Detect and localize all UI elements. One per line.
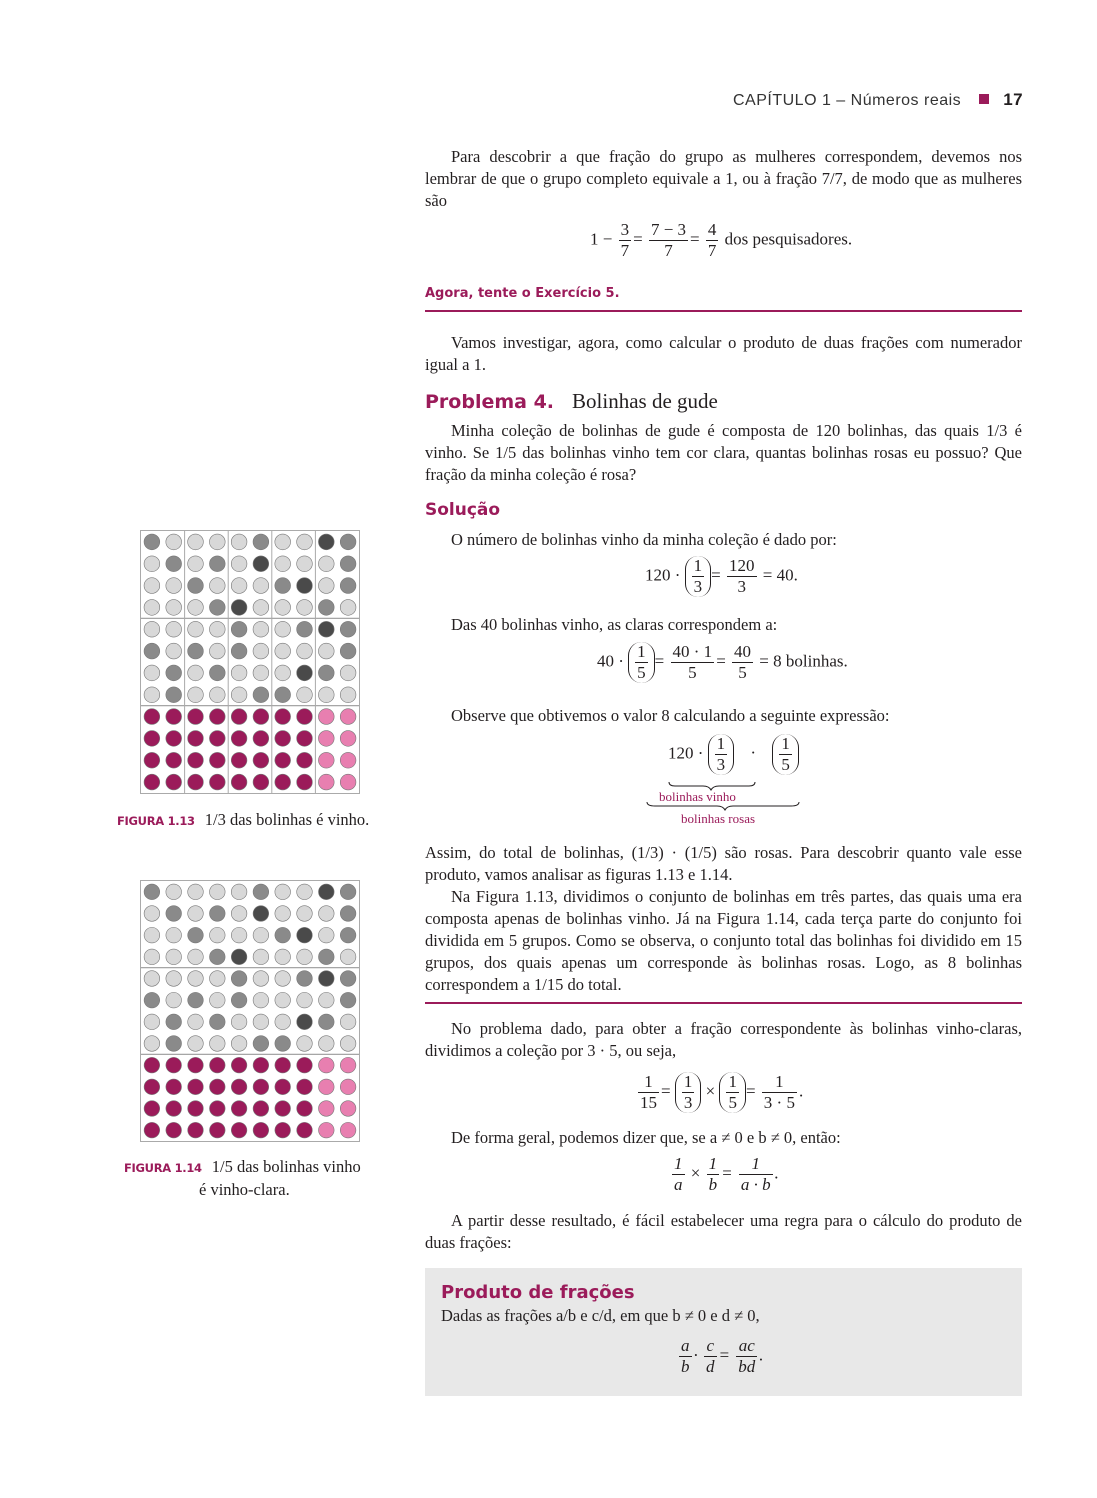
marble-icon bbox=[231, 665, 247, 681]
marble-icon bbox=[297, 1014, 313, 1030]
marble-icon bbox=[275, 752, 291, 768]
marble-icon bbox=[340, 752, 356, 768]
marble-icon bbox=[166, 992, 182, 1008]
marble-icon bbox=[231, 949, 247, 965]
marble-icon bbox=[188, 971, 204, 987]
marble-icon bbox=[144, 971, 160, 987]
marble-icon bbox=[253, 1101, 269, 1117]
equation-one-fifteenth: $\frac{1}{15}$ = $\frac{1}{3}$ × $\frac{1}{5}$ = $\frac{1}{3 \cdot 5}$ . bbox=[640, 1072, 804, 1112]
marble-icon bbox=[231, 556, 247, 572]
solution-step-1: O número de bolinhas vinho da minha coleção é dado por: bbox=[451, 530, 837, 549]
marble-icon bbox=[231, 1057, 247, 1073]
equation-wine-count: 120 · $\frac{1}{3}$ = $\frac{120}{3}$ = 40. bbox=[645, 556, 798, 596]
paragraph-rule: A partir desse resultado, é fácil estabelecer uma regra para o cálculo do produto de duas frações: bbox=[425, 1211, 1022, 1252]
marble-icon bbox=[318, 556, 334, 572]
marble-icon bbox=[340, 534, 356, 550]
marble-icon bbox=[166, 600, 182, 616]
marble-icon bbox=[209, 643, 225, 659]
marble-icon bbox=[210, 992, 226, 1008]
marble-icon bbox=[319, 971, 335, 987]
marble-icon bbox=[275, 665, 291, 681]
marble-icon bbox=[210, 1079, 226, 1095]
marble-icon bbox=[210, 1036, 226, 1052]
marble-icon bbox=[188, 687, 204, 703]
marble-icon bbox=[319, 1057, 335, 1073]
marble-icon bbox=[231, 906, 247, 922]
paragraph-product: No problema dado, para obter a fração correspondente às bolinhas vinho-claras, dividimos a coleção por 3 · 5, ou seja, bbox=[425, 1019, 1022, 1060]
marble-icon bbox=[166, 949, 182, 965]
marble-icon bbox=[166, 731, 182, 747]
marble-icon bbox=[253, 643, 269, 659]
marble-icon bbox=[144, 621, 160, 637]
marble-icon bbox=[275, 774, 291, 790]
marble-icon bbox=[275, 643, 291, 659]
marble-icon bbox=[253, 1122, 269, 1138]
marble-icon bbox=[231, 884, 247, 900]
marble-icon bbox=[210, 1101, 226, 1117]
marble-icon bbox=[209, 709, 225, 725]
marble-icon bbox=[275, 1122, 291, 1138]
marble-icon bbox=[318, 752, 334, 768]
marble-icon bbox=[231, 1036, 247, 1052]
marble-icon bbox=[253, 1057, 269, 1073]
marble-icon bbox=[188, 621, 204, 637]
box-text: Dadas as frações a/b e c/d, em que b ≠ 0 e d ≠ 0, bbox=[441, 1306, 760, 1325]
marble-icon bbox=[340, 665, 356, 681]
marble-icon bbox=[210, 949, 226, 965]
marble-icon bbox=[340, 884, 356, 900]
marble-icon bbox=[144, 1057, 160, 1073]
marble-icon bbox=[297, 556, 313, 572]
marble-icon bbox=[166, 1079, 182, 1095]
brace-label-wine: bolinhas vinho bbox=[659, 789, 736, 804]
marble-icon bbox=[319, 884, 335, 900]
marble-icon bbox=[231, 992, 247, 1008]
paragraph-general: De forma geral, podemos dizer que, se a ≠ 0 e b ≠ 0, então: bbox=[451, 1128, 841, 1147]
marble-icon bbox=[253, 906, 269, 922]
marble-icon bbox=[166, 1122, 182, 1138]
marble-icon bbox=[231, 687, 247, 703]
marble-icon bbox=[297, 949, 313, 965]
marble-icon bbox=[231, 927, 247, 943]
marble-icon bbox=[318, 731, 334, 747]
marble-icon bbox=[166, 774, 182, 790]
marble-icon bbox=[297, 600, 313, 616]
marble-icon bbox=[210, 971, 226, 987]
divider-rule bbox=[425, 310, 1022, 312]
marble-icon bbox=[166, 621, 182, 637]
marble-icon bbox=[188, 1101, 204, 1117]
marble-icon bbox=[209, 534, 225, 550]
marble-icon bbox=[231, 752, 247, 768]
marble-icon bbox=[253, 534, 269, 550]
marble-icon bbox=[209, 687, 225, 703]
marble-icon bbox=[144, 1014, 160, 1030]
marble-icon bbox=[144, 1036, 160, 1052]
marble-icon bbox=[275, 949, 291, 965]
marble-icon bbox=[340, 578, 356, 594]
marble-icon bbox=[340, 556, 356, 572]
marble-icon bbox=[188, 1014, 204, 1030]
marble-icon bbox=[188, 752, 204, 768]
marble-icon bbox=[166, 1101, 182, 1117]
marble-icon bbox=[340, 1101, 356, 1117]
marble-icon bbox=[297, 1057, 313, 1073]
marble-icon bbox=[340, 621, 356, 637]
marble-icon bbox=[340, 949, 356, 965]
marble-icon bbox=[319, 1079, 335, 1095]
marble-icon bbox=[297, 752, 313, 768]
marble-icon bbox=[297, 687, 313, 703]
problem-heading bbox=[425, 389, 718, 414]
marble-icon bbox=[144, 752, 160, 768]
marble-icon bbox=[340, 643, 356, 659]
marble-icon bbox=[275, 709, 291, 725]
marble-icon bbox=[297, 971, 313, 987]
marble-icon bbox=[144, 992, 160, 1008]
marble-icon bbox=[318, 621, 334, 637]
marble-icon bbox=[275, 1014, 291, 1030]
marble-icon bbox=[275, 884, 291, 900]
marble-icon bbox=[188, 578, 204, 594]
marbles-grid-1-13 bbox=[141, 531, 359, 793]
marble-icon bbox=[231, 1101, 247, 1117]
solution-heading: Solução bbox=[425, 500, 501, 520]
marble-icon bbox=[319, 949, 335, 965]
marble-icon bbox=[231, 1079, 247, 1095]
marble-icon bbox=[318, 600, 334, 616]
brace-label-pink: bolinhas rosas bbox=[681, 811, 756, 826]
caption-figure-1-14-line2: é vinho-clara. bbox=[199, 1180, 290, 1199]
marble-icon bbox=[188, 731, 204, 747]
marble-icon bbox=[297, 621, 313, 637]
caption-figure-1-13: FIGURA 1.13 1/3 das bolinhas é vinho. bbox=[117, 810, 370, 829]
marble-icon bbox=[144, 534, 160, 550]
marble-icon bbox=[297, 578, 313, 594]
marble-icon bbox=[318, 774, 334, 790]
marble-icon bbox=[231, 621, 247, 637]
marble-icon bbox=[318, 709, 334, 725]
marble-icon bbox=[253, 1014, 269, 1030]
paragraph-intro: Para descobrir a que fração do grupo as mulheres correspondem, devemos nos lembrar de que o grupo completo equivale a 1, ou à fração 7/7, de modo que as mulheres são bbox=[425, 147, 1022, 210]
divider-rule-2 bbox=[425, 1002, 1022, 1004]
marble-icon bbox=[144, 731, 160, 747]
marble-icon bbox=[297, 906, 313, 922]
marble-icon bbox=[231, 643, 247, 659]
figure-1-13 bbox=[140, 530, 360, 794]
marble-icon bbox=[253, 949, 269, 965]
marble-icon bbox=[144, 556, 160, 572]
marble-icon bbox=[253, 1079, 269, 1095]
marble-icon bbox=[188, 992, 204, 1008]
solution-step-3: Observe que obtivemos o valor 8 calculando a seguinte expressão: bbox=[451, 706, 890, 725]
marble-icon bbox=[166, 665, 182, 681]
marble-icon bbox=[253, 927, 269, 943]
exercise-prompt: Agora, tente o Exercício 5. bbox=[425, 286, 620, 301]
marble-icon bbox=[318, 643, 334, 659]
marble-icon bbox=[144, 709, 160, 725]
marble-icon bbox=[275, 927, 291, 943]
marble-icon bbox=[297, 665, 313, 681]
marble-icon bbox=[188, 1122, 204, 1138]
marble-icon bbox=[340, 774, 356, 790]
marble-icon bbox=[166, 927, 182, 943]
chapter-title: CAPÍTULO 1 – Números reais bbox=[733, 92, 962, 109]
marble-icon bbox=[275, 1079, 291, 1095]
marble-icon bbox=[209, 731, 225, 747]
marble-icon bbox=[209, 752, 225, 768]
marble-icon bbox=[340, 992, 356, 1008]
marble-icon bbox=[297, 534, 313, 550]
marble-icon bbox=[340, 600, 356, 616]
marble-icon bbox=[297, 1036, 313, 1052]
marble-icon bbox=[297, 774, 313, 790]
marble-icon bbox=[340, 906, 356, 922]
page-number: 17 bbox=[1003, 90, 1024, 109]
marble-icon bbox=[253, 884, 269, 900]
marble-icon bbox=[144, 687, 160, 703]
marble-icon bbox=[166, 971, 182, 987]
marble-icon bbox=[188, 949, 204, 965]
marble-icon bbox=[275, 556, 291, 572]
marble-icon bbox=[340, 731, 356, 747]
marble-icon bbox=[253, 752, 269, 768]
marble-icon bbox=[209, 774, 225, 790]
marble-icon bbox=[253, 774, 269, 790]
problem-title: Bolinhas de gude bbox=[572, 389, 718, 413]
marble-icon bbox=[340, 971, 356, 987]
marble-icon bbox=[231, 600, 247, 616]
running-header bbox=[733, 90, 1023, 110]
marble-icon bbox=[340, 1036, 356, 1052]
marble-icon bbox=[144, 906, 160, 922]
marble-icon bbox=[319, 992, 335, 1008]
figure-1-14 bbox=[140, 880, 360, 1142]
marble-icon bbox=[340, 687, 356, 703]
marble-icon bbox=[231, 1122, 247, 1138]
marble-icon bbox=[210, 1057, 226, 1073]
marble-icon bbox=[210, 1122, 226, 1138]
marble-icon bbox=[231, 774, 247, 790]
marble-icon bbox=[166, 578, 182, 594]
marble-icon bbox=[166, 906, 182, 922]
marble-icon bbox=[275, 1101, 291, 1117]
marble-icon bbox=[209, 600, 225, 616]
marble-icon bbox=[253, 687, 269, 703]
marble-icon bbox=[166, 1014, 182, 1030]
marble-icon bbox=[166, 1036, 182, 1052]
marble-icon bbox=[166, 752, 182, 768]
marble-icon bbox=[144, 774, 160, 790]
marble-icon bbox=[144, 949, 160, 965]
marble-icon bbox=[297, 1079, 313, 1095]
marble-icon bbox=[188, 1036, 204, 1052]
solution-step-2: Das 40 bolinhas vinho, as claras correspondem a: bbox=[451, 615, 778, 634]
marble-icon bbox=[340, 1122, 356, 1138]
equation-expression: 120 · $\frac{1}{3}$ · $\frac{1}{5}$ bbox=[668, 734, 799, 775]
marble-icon bbox=[231, 709, 247, 725]
marble-icon bbox=[319, 1036, 335, 1052]
marble-icon bbox=[275, 906, 291, 922]
marble-icon bbox=[144, 643, 160, 659]
marble-icon bbox=[144, 1101, 160, 1117]
marble-icon bbox=[144, 600, 160, 616]
marble-icon bbox=[275, 992, 291, 1008]
marble-icon bbox=[231, 971, 247, 987]
marble-icon bbox=[188, 534, 204, 550]
marble-icon bbox=[318, 578, 334, 594]
marble-icon bbox=[297, 709, 313, 725]
marble-icon bbox=[166, 556, 182, 572]
marble-icon bbox=[340, 1079, 356, 1095]
equation-light-count: 40 · $\frac{1}{5}$ = $\frac{40 \cdot 1}{5}$ = $\frac{40}{5}$ = 8 bolinhas. bbox=[597, 642, 848, 682]
marble-icon bbox=[188, 709, 204, 725]
problem-label: Problema 4. bbox=[425, 391, 555, 413]
marble-icon bbox=[188, 927, 204, 943]
marble-icon bbox=[209, 621, 225, 637]
marble-icon bbox=[188, 556, 204, 572]
marble-icon bbox=[319, 1101, 335, 1117]
marble-icon bbox=[319, 906, 335, 922]
marble-icon bbox=[297, 1122, 313, 1138]
marble-icon bbox=[275, 578, 291, 594]
marble-icon bbox=[318, 687, 334, 703]
equation-general: $\frac{1}{a}$ × $\frac{1}{b}$ = $\frac{1}{a \cdot b}$ . bbox=[674, 1154, 779, 1194]
caption-figure-1-14: FIGURA 1.14 1/5 das bolinhas vinho bbox=[124, 1157, 361, 1176]
marble-icon bbox=[319, 927, 335, 943]
marble-icon bbox=[275, 1036, 291, 1052]
marble-icon bbox=[144, 884, 160, 900]
marble-icon bbox=[209, 665, 225, 681]
solution-step-4: Assim, do total de bolinhas, (1/3) · (1/5) são rosas. Para descobrir quanto vale esse produto, vamos analisar as figuras 1.13 e 1.14. Na Figura 1.13, dividimos o conjunto de bolinhas em três partes, das quais uma era composta apenas de bolinhas vinho. Já na Figura 1.14, cada terça parte do conjunto foi dividida em 5 grupos. Como se observa, o conjunto total das bolinhas foi dividido em 15 grupos, dos quais apenas um corresponde às bolinhas rosas. Logo, as 8 bolinhas correspondem a 1/15 do total. bbox=[425, 843, 1022, 994]
marble-icon bbox=[253, 600, 269, 616]
marble-icon bbox=[253, 731, 269, 747]
header-square-icon bbox=[979, 94, 989, 104]
marble-icon bbox=[297, 731, 313, 747]
marble-icon bbox=[318, 534, 334, 550]
marble-icon bbox=[297, 884, 313, 900]
marble-icon bbox=[275, 1057, 291, 1073]
paragraph-investigate: Vamos investigar, agora, como calcular o produto de duas frações com numerador igual a 1. bbox=[425, 333, 1022, 374]
marble-icon bbox=[275, 971, 291, 987]
marble-icon bbox=[340, 1014, 356, 1030]
marble-icon bbox=[166, 534, 182, 550]
marble-icon bbox=[297, 1101, 313, 1117]
marble-icon bbox=[166, 643, 182, 659]
definition-box bbox=[425, 1268, 1022, 1396]
marble-icon bbox=[144, 1079, 160, 1095]
marble-icon bbox=[253, 1036, 269, 1052]
marble-icon bbox=[144, 1122, 160, 1138]
marble-icon bbox=[340, 1057, 356, 1073]
marble-icon bbox=[253, 621, 269, 637]
marble-icon bbox=[340, 927, 356, 943]
marble-icon bbox=[166, 1057, 182, 1073]
marble-icon bbox=[166, 884, 182, 900]
equation-women-fraction: 1 − $\frac{3}{7}$ = $\frac{7 - 3}{7}$ = $\frac{4}{7}$ dos pesquisadores. bbox=[590, 220, 853, 260]
marble-icon bbox=[319, 1014, 335, 1030]
marble-icon bbox=[275, 621, 291, 637]
marble-icon bbox=[188, 1079, 204, 1095]
marble-icon bbox=[188, 1057, 204, 1073]
marble-icon bbox=[188, 774, 204, 790]
marble-icon bbox=[210, 1014, 226, 1030]
marble-icon bbox=[318, 665, 334, 681]
marble-icon bbox=[166, 709, 182, 725]
marble-icon bbox=[297, 643, 313, 659]
marble-icon bbox=[188, 643, 204, 659]
marble-icon bbox=[340, 709, 356, 725]
marble-icon bbox=[253, 992, 269, 1008]
marble-icon bbox=[188, 665, 204, 681]
marble-icon bbox=[188, 884, 204, 900]
marble-icon bbox=[144, 578, 160, 594]
marble-icon bbox=[253, 709, 269, 725]
problem-text: Minha coleção de bolinhas de gude é composta de 120 bolinhas, das quais 1/3 é vinho. Se 1/5 das bolinhas vinho tem cor clara, quantas bolinhas rosas eu possuo? Que fração da minha coleção é rosa? bbox=[425, 421, 1022, 484]
marble-icon bbox=[275, 600, 291, 616]
marble-icon bbox=[209, 556, 225, 572]
marble-icon bbox=[210, 906, 226, 922]
marble-icon bbox=[253, 971, 269, 987]
marble-icon bbox=[210, 884, 226, 900]
marble-icon bbox=[144, 665, 160, 681]
marble-icon bbox=[209, 578, 225, 594]
marbles-grid-1-14 bbox=[141, 881, 359, 1141]
marble-icon bbox=[188, 600, 204, 616]
marble-icon bbox=[231, 578, 247, 594]
marble-icon bbox=[144, 927, 160, 943]
marble-icon bbox=[275, 687, 291, 703]
marble-icon bbox=[210, 927, 226, 943]
box-equation: $\frac{a}{b}$ · $\frac{c}{d}$ = $\frac{ac}{bd}$ . bbox=[681, 1336, 764, 1376]
marble-icon bbox=[253, 556, 269, 572]
marble-icon bbox=[231, 731, 247, 747]
box-title: Produto de frações bbox=[441, 1282, 635, 1303]
marble-icon bbox=[253, 578, 269, 594]
marble-icon bbox=[166, 687, 182, 703]
marble-icon bbox=[275, 534, 291, 550]
marble-icon bbox=[275, 731, 291, 747]
marble-icon bbox=[188, 906, 204, 922]
marble-icon bbox=[297, 992, 313, 1008]
marble-icon bbox=[231, 1014, 247, 1030]
marble-icon bbox=[319, 1122, 335, 1138]
marble-icon bbox=[231, 534, 247, 550]
marble-icon bbox=[297, 927, 313, 943]
marble-icon bbox=[253, 665, 269, 681]
